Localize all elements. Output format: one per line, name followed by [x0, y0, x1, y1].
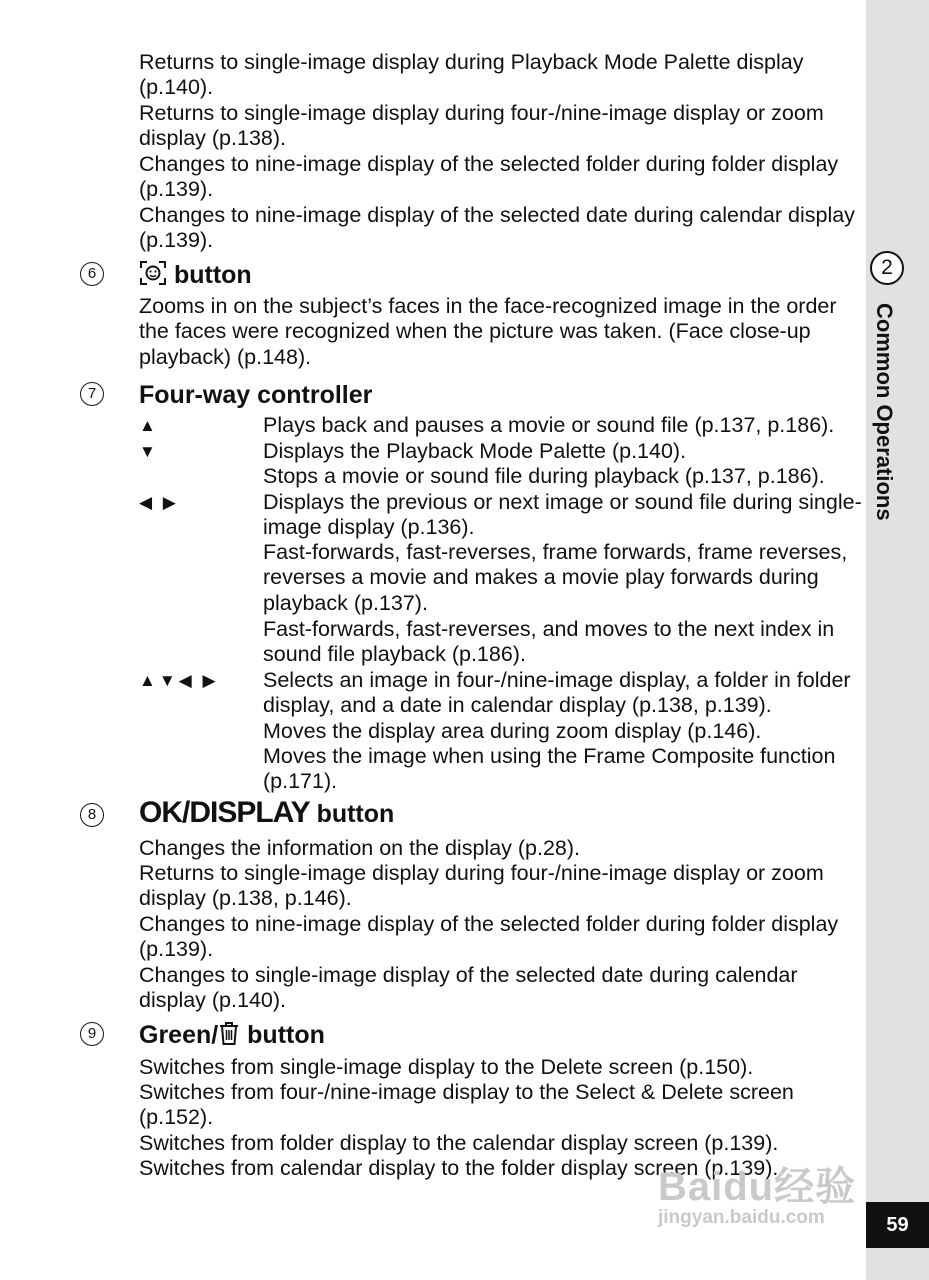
arrow-all-description-3: Moves the image when using the Frame Composite function (p.171). [263, 744, 836, 794]
arrow-all-label: ▲▼◀ ▶ [139, 671, 219, 690]
face-icon [139, 260, 167, 293]
arrow-left-right-description-2: Fast-forwards, fast-reverses, frame forwards, frame reverses, reverses a movie and makes a movie play forwards during playback (p.137). [263, 540, 848, 615]
intro-paragraph-1: Returns to single-image display during Playback Mode Palette display (p.140). [139, 50, 804, 100]
section-number-7: 7 [80, 382, 104, 406]
face-button-title: button [173, 261, 252, 290]
page-number: 59 [866, 1202, 929, 1248]
green-button-paragraph-4: Switches from calendar display to the folder display screen (p.139). [139, 1156, 779, 1180]
arrow-all-description-2: Moves the display area during zoom display (p.146). [263, 719, 762, 743]
arrow-down-label: ▼ [139, 442, 159, 461]
face-button-description: Zooms in on the subject’s faces in the face-recognized image in the order the faces were recognized when the picture was taken. (Face close-up playback) (p.148). [139, 294, 837, 369]
four-way-heading: Four-way controller [139, 381, 373, 409]
green-button-paragraph-2: Switches from four-/nine-image display to the Select & Delete screen (p.152). [139, 1080, 794, 1130]
ok-display-paragraph-1: Changes the information on the display (p.28). [139, 836, 581, 860]
watermark [658, 1165, 856, 1229]
green-button-title: button [247, 1021, 325, 1050]
chapter-number-badge: 2 [870, 251, 904, 285]
arrow-up-description: Plays back and pauses a movie or sound file (p.137, p.186). [263, 413, 835, 437]
watermark-url: jingyan.baidu.com [658, 1207, 825, 1228]
intro-paragraph-4: Changes to nine-image display of the selected date during calendar display (p.139). [139, 203, 855, 253]
chapter-title: Common Operations [872, 303, 897, 521]
arrow-left-right-label: ◀ ▶ [139, 493, 179, 512]
arrow-all-description-1: Selects an image in four-/nine-image display, a folder in folder display, and a date in calendar display (p.138, p.139). [263, 668, 851, 718]
chapter-tab [866, 0, 929, 1280]
intro-paragraph-3: Changes to nine-image display of the selected folder during folder display (p.139). [139, 152, 839, 202]
arrow-down-description-2: Stops a movie or sound file during playback (p.137, p.186). [263, 464, 825, 488]
arrow-left-right-description-3: Fast-forwards, fast-reverses, and moves to the next index in sound file playback (p.186). [263, 617, 835, 667]
intro-paragraph-2: Returns to single-image display during four-/nine-image display or zoom display (p.138). [139, 101, 824, 151]
green-button-prefix: Green/ [139, 1021, 219, 1050]
ok-display-paragraph-4: Changes to single-image display of the selected date during calendar display (p.140). [139, 963, 798, 1013]
trash-icon [218, 1020, 240, 1053]
green-button-paragraph-1: Switches from single-image display to the Delete screen (p.150). [139, 1055, 754, 1079]
ok-display-paragraph-3: Changes to nine-image display of the selected folder during folder display (p.139). [139, 912, 839, 962]
green-button-paragraph-3: Switches from folder display to the calendar display screen (p.139). [139, 1131, 779, 1155]
section-number-8: 8 [80, 803, 104, 827]
arrow-left-right-description-1: Displays the previous or next image or sound file during single-image display (p.136). [263, 490, 862, 540]
watermark-logo-text: Baidu经验 [658, 1165, 857, 1209]
arrow-down-description-1: Displays the Playback Mode Palette (p.140). [263, 439, 687, 463]
ok-display-paragraph-2: Returns to single-image display during four-/nine-image display or zoom display (p.138, p.146). [139, 861, 824, 911]
arrow-up-label: ▲ [139, 416, 159, 435]
ok-display-label: OK/DISPLAY [139, 796, 310, 829]
section-number-9: 9 [80, 1022, 104, 1046]
ok-display-title: button [316, 800, 395, 828]
face-button-heading [139, 260, 252, 293]
green-button-heading [139, 1020, 325, 1053]
section-number-6: 6 [80, 262, 104, 286]
ok-display-heading [139, 798, 394, 829]
